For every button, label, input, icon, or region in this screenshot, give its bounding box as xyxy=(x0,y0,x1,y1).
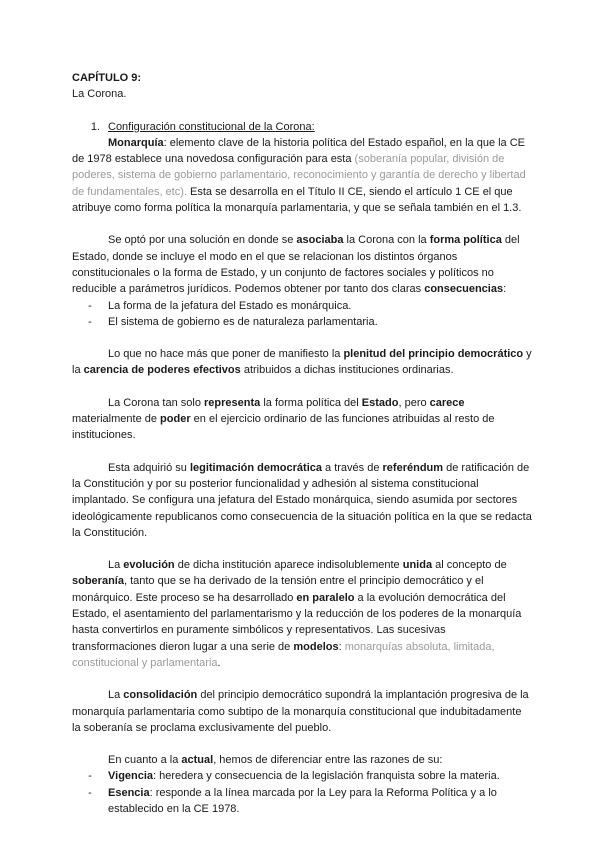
section-title: Configuración constitucional de la Corona: xyxy=(108,120,315,133)
paragraph-principio-democratico: Lo que no hace más que poner de manifiesto la plenitud del principio democrático y la carencia de poderes efectivos atribuidos a dichas instituciones ordinarias. xyxy=(72,348,532,377)
paragraph-representa: La Corona tan solo representa la forma política del Estado, pero carece materialmente de poder en el ejercicio ordinario de las funciones atribuidas al resto de instituciones. xyxy=(72,396,495,442)
document-subtitle: La Corona. xyxy=(72,88,127,101)
paragraph-legitimacion: Esta adquirió su legitimación democrática a través de referéndum de ratificación de la Constitución y por su posterior funcionalidad y adhesión al sistema constitucional implantado. Se configura una jefatura del Estado monárquica, siendo asumida por sectores ideológicamente republicanos como consecuencia de la situación política en la que se redacta la Constitución. xyxy=(72,461,532,539)
paragraph-actual: En cuanto a la actual, hemos de diferenciar entre las razones de su: xyxy=(108,754,443,767)
paragraph-forma-politica: Se optó por una solución en donde se asociaba la Corona con la forma política del Estado, donde se incluye el modo en el que se relacionan los distintos órganos constitucionales o la forma de Estado, y un conjunto de factores sociales y políticos no reducible a parámetros jurídicos. Podemos obtener por tanto dos claras consecuencias: xyxy=(72,234,520,296)
section-number: 1. xyxy=(90,120,100,133)
document-page xyxy=(72,70,532,817)
list-item: - El sistema de gobierno es de naturaleza parlamentaria. xyxy=(88,315,378,328)
chapter-title: CAPÍTULO 9: xyxy=(72,72,142,84)
list-item: - Vigencia: heredera y consecuencia de la legislación franquista sobre la materia. xyxy=(88,770,500,783)
paragraph-monarquia: Monarquía: elemento clave de la historia política del Estado español, en la que la CE de 1978 establece una novedosa configuración para esta (soberanía popular, división de poderes, sistema de gobierno parlamentario, reconocimiento y garantía de derecho y libertad de fundamentales, etc). Esta se desarrolla en el Título II CE, siendo el artículo 1 CE el que atribuye como forma política la monarquía parlamentaria, y que se señala también en el 1.3. xyxy=(72,136,526,215)
section-heading xyxy=(72,119,532,135)
paragraph-consolidacion: La consolidación del principio democrático supondrá la implantación progresiva de la monarquía parlamentaria como subtipo de la monarquía constitucional que indubitadamente la soberanía se proclama exclusivamente del pueblo. xyxy=(72,689,529,734)
list-item: - Esencia: responde a la línea marcada por la Ley para la Reforma Política y a lo establecido en la CE 1978. xyxy=(88,786,497,815)
paragraph-evolucion: La evolución de dicha institución aparece indisolublemente unida al concepto de soberanía, tanto que se ha derivado de la tensión entre el principio democrático y el monárquico. Este proceso se ha desarrollado en paralelo a la evolución democrática del Estado, el asentamiento del parlamentarismo y la reducción de los poderes de la monarquía hasta convertirlos en puramente simbólicos y representativos. Las sucesivas transformaciones dieron lugar a una serie de modelos: monarquías absoluta, limitada, constitucional y parlamentaria. xyxy=(72,559,522,669)
list-item: - La forma de la jefatura del Estado es monárquica. xyxy=(88,299,352,312)
